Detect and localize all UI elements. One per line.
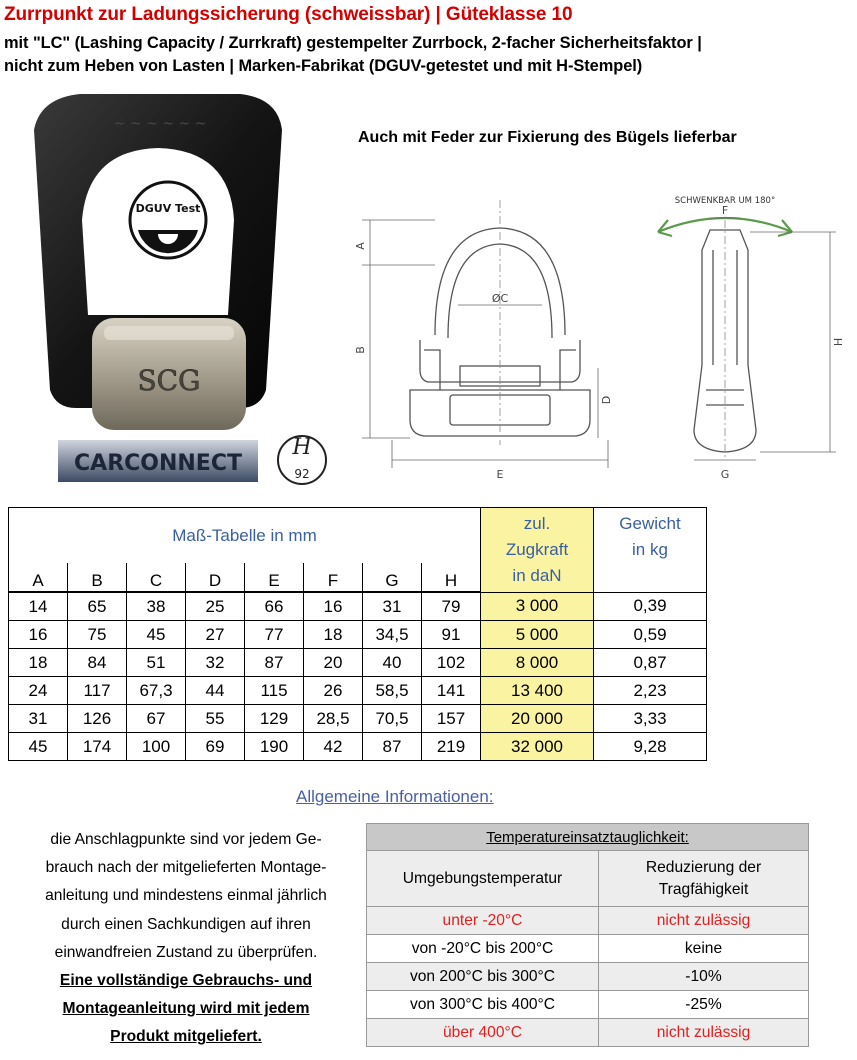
- weight-cell: 0,39: [594, 592, 707, 621]
- weight-cell: 0,59: [594, 621, 707, 649]
- temperature-column-header: Umgebungstemperatur: [367, 851, 599, 907]
- svg-text:G: G: [720, 468, 730, 481]
- info-heading: Allgemeine Informationen:: [296, 787, 494, 806]
- column-header-e: E: [245, 563, 304, 592]
- svg-text:H: H: [832, 337, 845, 347]
- dimension-cell: 34,5: [363, 621, 422, 649]
- dimension-cell: 87: [363, 733, 422, 761]
- reduction-cell: -10%: [599, 963, 809, 991]
- temperature-table: [366, 823, 809, 1047]
- dimension-cell: 69: [186, 733, 245, 761]
- dimension-cell: 31: [363, 592, 422, 621]
- temperature-cell: unter -20°C: [367, 907, 599, 935]
- dimension-cell: 79: [422, 592, 481, 621]
- svg-text:92: 92: [294, 467, 310, 481]
- svg-text:SCHWENKBAR UM 180°: SCHWENKBAR UM 180°: [674, 196, 776, 206]
- table-row: [9, 677, 707, 705]
- dimension-cell: 70,5: [363, 705, 422, 733]
- dimension-cell: 157: [422, 705, 481, 733]
- dimension-cell: 77: [245, 621, 304, 649]
- product-photo: [10, 90, 330, 490]
- svg-text:ØC: ØC: [491, 292, 509, 305]
- dimension-cell: 75: [68, 621, 127, 649]
- table-row: [9, 621, 707, 649]
- info-text: [14, 826, 358, 1052]
- reduction-cell: nicht zulässig: [599, 1019, 809, 1047]
- dimension-cell: 16: [304, 592, 363, 621]
- dimension-cell: 58,5: [363, 677, 422, 705]
- dimension-cell: 18: [304, 621, 363, 649]
- table-row: [9, 733, 707, 761]
- reduction-cell: nicht zulässig: [599, 907, 809, 935]
- info-line: durch einen Sachkundigen auf ihren: [61, 915, 311, 933]
- table-row: [9, 592, 707, 621]
- dimension-cell: 190: [245, 733, 304, 761]
- temperature-cell: von -20°C bis 200°C: [367, 935, 599, 963]
- dimension-cell: 44: [186, 677, 245, 705]
- dimension-cell: 91: [422, 621, 481, 649]
- dimension-cell: 102: [422, 649, 481, 677]
- column-header-g: G: [363, 563, 422, 592]
- tension-cell: 5 000: [481, 621, 594, 649]
- dimension-cell: 40: [363, 649, 422, 677]
- temperature-cell: von 200°C bis 300°C: [367, 963, 599, 991]
- spring-note: Auch mit Feder zur Fixierung des Bügels lieferbar: [358, 129, 737, 146]
- technical-drawing: [340, 190, 850, 490]
- scg-stamp: SCG: [137, 364, 201, 397]
- dimension-cell: 174: [68, 733, 127, 761]
- dimension-cell: 24: [9, 677, 68, 705]
- dimension-cell: 31: [9, 705, 68, 733]
- column-header-h: H: [422, 563, 481, 592]
- temperature-cell: über 400°C: [367, 1019, 599, 1047]
- column-header-a: A: [9, 563, 68, 592]
- tension-cell: 8 000: [481, 649, 594, 677]
- weight-header: Gewicht in kg: [594, 508, 707, 593]
- page-title: Zurrpunkt zur Ladungssicherung (schweissbar) | Güteklasse 10: [4, 4, 573, 25]
- info-line: anleitung und mindestens einmal jährlich: [45, 887, 327, 905]
- dimension-cell: 28,5: [304, 705, 363, 733]
- dimension-cell: 14: [9, 592, 68, 621]
- tension-header: zul. Zugkraft in daN: [481, 508, 594, 593]
- column-header-f: F: [304, 563, 363, 592]
- temperature-row: [367, 1019, 809, 1047]
- dimension-cell: 16: [9, 621, 68, 649]
- weight-cell: 0,87: [594, 649, 707, 677]
- dimension-cell: 219: [422, 733, 481, 761]
- temperature-table-title: Temperatureinsatztauglichkeit:: [367, 824, 809, 851]
- reduction-column-header: Reduzierung der Tragfähigkeit: [599, 851, 809, 907]
- dimension-cell: 87: [245, 649, 304, 677]
- temperature-row: [367, 907, 809, 935]
- svg-text:CARCONNECT: CARCONNECT: [74, 451, 242, 476]
- tension-cell: 13 400: [481, 677, 594, 705]
- temperature-row: [367, 935, 809, 963]
- dimension-cell: 18: [9, 649, 68, 677]
- info-line: brauch nach der mitgelieferten Montage-: [45, 859, 327, 877]
- dimension-cell: 20: [304, 649, 363, 677]
- svg-text:~ ~ ~ ~ ~ ~: ~ ~ ~ ~ ~ ~: [113, 116, 207, 132]
- dimension-cell: 117: [68, 677, 127, 705]
- subtitle-line-1: mit "LC" (Lashing Capacity / Zurrkraft) gestempelter Zurrbock, 2-facher Sicherheitsfaktor |: [4, 34, 702, 52]
- dimension-cell: 42: [304, 733, 363, 761]
- dimension-cell: 67: [127, 705, 186, 733]
- tension-cell: 32 000: [481, 733, 594, 761]
- temperature-cell: von 300°C bis 400°C: [367, 991, 599, 1019]
- dimension-cell: 51: [127, 649, 186, 677]
- dimension-cell: 26: [304, 677, 363, 705]
- svg-text:H: H: [292, 435, 312, 460]
- subtitle-line-2: nicht zum Heben von Lasten | Marken-Fabrikat (DGUV-getestet und mit H-Stempel): [4, 57, 643, 75]
- dguv-badge-icon: [130, 182, 206, 258]
- info-line: die Anschlagpunkte sind vor jedem Ge-: [50, 831, 322, 848]
- dimension-cell: 141: [422, 677, 481, 705]
- svg-text:E: E: [496, 468, 504, 481]
- column-header-c: C: [127, 563, 186, 592]
- temperature-row: [367, 963, 809, 991]
- dimension-cell: 115: [245, 677, 304, 705]
- info-line: einwandfreien Zustand zu überprüfen.: [54, 943, 318, 961]
- svg-text:D: D: [600, 395, 613, 405]
- svg-text:F: F: [721, 204, 729, 217]
- reduction-cell: -25%: [599, 991, 809, 1019]
- dimension-cell: 65: [68, 592, 127, 621]
- weight-cell: 2,23: [594, 677, 707, 705]
- table-row: [9, 649, 707, 677]
- tension-cell: 20 000: [481, 705, 594, 733]
- h-stamp-icon: [278, 435, 326, 484]
- dimension-cell: 55: [186, 705, 245, 733]
- info-bold-line: Produkt mitgeliefert.: [110, 1028, 262, 1046]
- dimension-table-title: Maß-Tabelle in mm: [9, 508, 481, 564]
- weight-cell: 3,33: [594, 705, 707, 733]
- dimension-cell: 100: [127, 733, 186, 761]
- reduction-cell: keine: [599, 935, 809, 963]
- dimension-cell: 67,3: [127, 677, 186, 705]
- dimension-cell: 32: [186, 649, 245, 677]
- dimension-cell: 25: [186, 592, 245, 621]
- dimension-cell: 126: [68, 705, 127, 733]
- dimension-cell: 45: [127, 621, 186, 649]
- dimension-cell: 66: [245, 592, 304, 621]
- dimension-table: [8, 507, 707, 761]
- info-bold-line: Montageanleitung wird mit jedem: [62, 1000, 310, 1018]
- table-row: [9, 705, 707, 733]
- dimension-cell: 38: [127, 592, 186, 621]
- column-header-b: B: [68, 563, 127, 592]
- tension-cell: 3 000: [481, 592, 594, 621]
- dimension-cell: 129: [245, 705, 304, 733]
- dimension-cell: 45: [9, 733, 68, 761]
- svg-text:B: B: [354, 346, 367, 354]
- temperature-row: [367, 991, 809, 1019]
- svg-text:A: A: [354, 242, 367, 250]
- dimension-cell: 27: [186, 621, 245, 649]
- dimension-cell: 84: [68, 649, 127, 677]
- svg-text:DGUV Test: DGUV Test: [135, 202, 201, 215]
- weight-cell: 9,28: [594, 733, 707, 761]
- column-header-d: D: [186, 563, 245, 592]
- info-bold-line: Eine vollständige Gebrauchs- und: [59, 972, 313, 990]
